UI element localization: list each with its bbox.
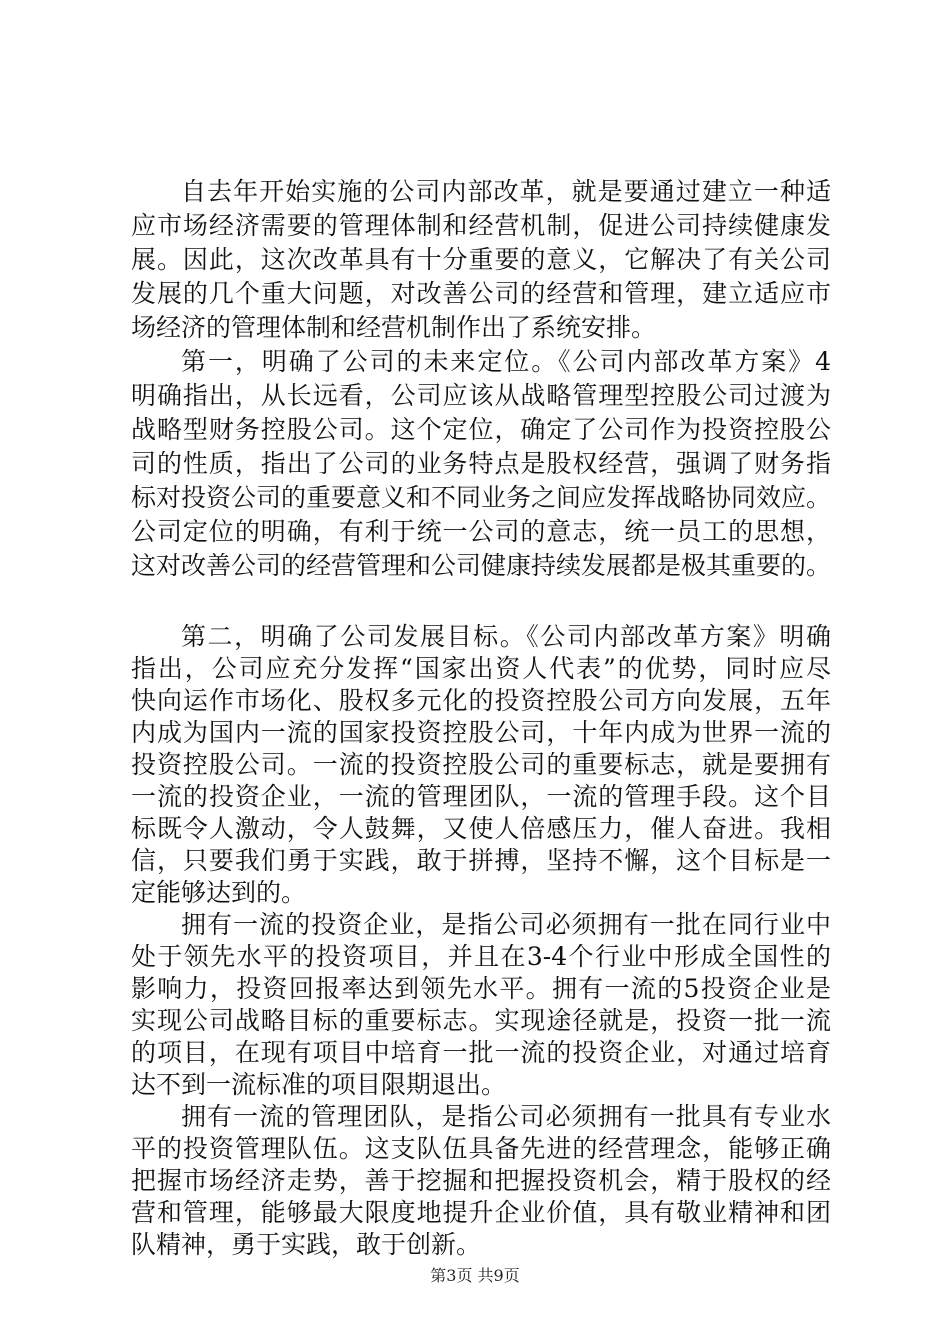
- paragraph-line: 的项目，在现有项目中培育一批一流的投资企业，对通过培育: [131, 1038, 831, 1067]
- paragraph-line: 第一，明确了公司的未来定位。《公司内部改革方案》4: [181, 347, 831, 376]
- paragraph-line: 自去年开始实施的公司内部改革，就是要通过建立一种适: [181, 177, 831, 206]
- paragraph-line: 营和管理，能够最大限度地提升企业价值，具有敬业精神和团: [131, 1198, 831, 1227]
- paragraph-line: 公司定位的明确，有利于统一公司的意志，统一员工的思想，: [131, 517, 831, 546]
- paragraph-line: 把握市场经济走势，善于挖掘和把握投资机会，精于股权的经: [131, 1166, 831, 1195]
- paragraph-line: 队精神，勇于实践，敢于创新。: [131, 1230, 482, 1259]
- paragraph-line: 拥有一流的管理团队，是指公司必须拥有一批具有专业水: [181, 1102, 831, 1131]
- paragraph-line: 拥有一流的投资企业，是指公司必须拥有一批在同行业中: [181, 910, 831, 939]
- paragraph-line: 这对改善公司的经营管理和公司健康持续发展都是极其重要的。: [131, 551, 831, 580]
- paragraph-line: 标既令人激动，令人鼓舞，又使人倍感压力，催人奋进。我相: [131, 814, 831, 843]
- paragraph-line: 达不到一流标准的项目限期退出。: [131, 1070, 507, 1099]
- page-footer: 第3页 共9页: [430, 1266, 520, 1285]
- paragraph-line: 影响力，投资回报率达到领先水平。拥有一流的5投资企业是: [131, 974, 831, 1003]
- paragraph-line: 场经济的管理体制和经营机制作出了系统安排。: [131, 313, 657, 342]
- paragraph-line: 投资控股公司。一流的投资控股公司的重要标志，就是要拥有: [131, 750, 831, 779]
- paragraph-line: 发展的几个重大问题，对改善公司的经营和管理，建立适应市: [131, 279, 831, 308]
- paragraph-line: 明确指出，从长远看，公司应该从战略管理型控股公司过渡为: [131, 381, 831, 410]
- paragraph-line: 司的性质，指出了公司的业务特点是股权经营，强调了财务指: [131, 449, 831, 478]
- paragraph-line: 处于领先水平的投资项目，并且在3-4个行业中形成全国性的: [131, 942, 831, 971]
- paragraph-line: 第二，明确了公司发展目标。《公司内部改革方案》明确: [181, 622, 831, 651]
- paragraph-line: 定能够达到的。: [131, 878, 307, 907]
- paragraph-line: 内成为国内一流的国家投资控股公司，十年内成为世界一流的: [131, 718, 831, 747]
- paragraph-line: 指出，公司应充分发挥“国家出资人代表”的优势，同时应尽: [131, 654, 831, 683]
- paragraph-line: 战略型财务控股公司。这个定位，确定了公司作为投资控股公: [131, 415, 831, 444]
- paragraph-line: 快向运作市场化、股权多元化的投资控股公司方向发展，五年: [131, 686, 831, 715]
- paragraph-line: 信，只要我们勇于实践，敢于拼搏，坚持不懈，这个目标是一: [131, 846, 831, 875]
- paragraph-line: 标对投资公司的重要意义和不同业务之间应发挥战略协同效应。: [131, 483, 831, 512]
- paragraph-line: 实现公司战略目标的重要标志。实现途径就是，投资一批一流: [131, 1006, 831, 1035]
- paragraph-line: 应市场经济需要的管理体制和经营机制，促进公司持续健康发: [131, 211, 831, 240]
- paragraph-line: 一流的投资企业，一流的管理团队，一流的管理手段。这个目: [131, 782, 831, 811]
- paragraph-line: 展。因此，这次改革具有十分重要的意义，它解决了有关公司: [131, 245, 831, 274]
- paragraph-line: 平的投资管理队伍。这支队伍具备先进的经营理念，能够正确: [131, 1134, 831, 1163]
